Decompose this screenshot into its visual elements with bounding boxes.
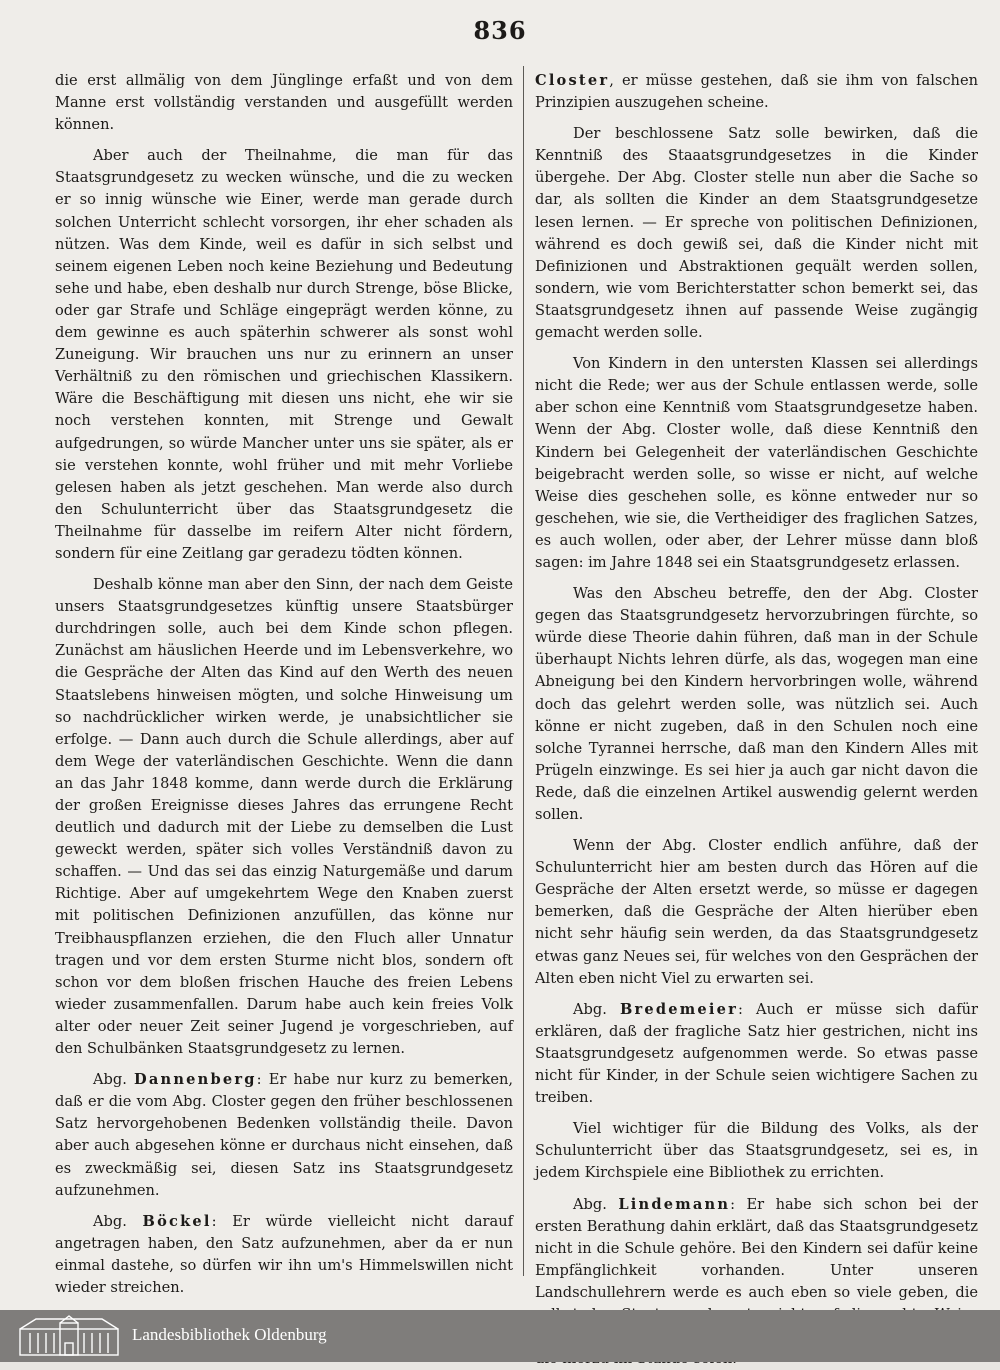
right-column <box>535 70 978 1300</box>
speaker-prefix: Abg. <box>93 1071 127 1088</box>
speaker-prefix: Abg. <box>573 1196 607 1213</box>
speaker-name: Dannenberg <box>134 1071 257 1088</box>
speaker-name: Böckel <box>143 1213 212 1230</box>
paragraph <box>535 70 978 114</box>
library-name: Landesbibliothek Oldenburg <box>132 1325 327 1345</box>
paragraph-text: , er müsse gestehen, daß sie ihm von falschen Prinzipien auszugehen scheine. <box>535 72 978 111</box>
paragraph-text: : Er habe nur kurz zu bemerken, daß er die vom Abg. Closter gegen den früher beschlossenen Satz hervorgehobenen Bedenken vollständig theile. Davon aber auch abgesehen könne er durchaus nicht einsehen, daß es zweckmäßig sei, diesen Satz ins Staatsgrundgesetz aufzunehmen. <box>55 1071 513 1198</box>
paragraph: Der beschlossene Satz solle bewirken, daß die Kenntniß des Staaatsgrundgesetzes in die Kinder übergehe. Der Abg. Closter stelle nun aber die Sache so dar, als sollten die Kinder an dem Staatsgrundgesetze lesen lernen. — Er spreche von politischen Definizionen, während es doch gewiß sei, daß die Kinder nicht mit Definizionen und Abstraktionen gequält werden sollen, sondern, wie vom Berichterstatter schon bemerkt sei, das Staatsgrundgesetz ihnen auf passende Weise zugängig gemacht werden solle. <box>535 123 978 344</box>
speaker-prefix: Abg. <box>93 1213 127 1230</box>
paragraph <box>55 1069 513 1202</box>
library-footer <box>0 1310 1000 1362</box>
page-number: 836 <box>0 16 1000 45</box>
paragraph <box>55 1211 513 1299</box>
paragraph: Von Kindern in den untersten Klassen sei allerdings nicht die Rede; wer aus der Schule entlassen werde, solle aber schon eine Kenntniß vom Staatsgrundgesetze haben. Wenn der Abg. Closter wolle, daß diese Kenntniß den Kindern bei Gelegenheit der vaterländischen Geschichte beigebracht werden solle, so wisse er nicht, auf welche Weise dies geschehen solle, es könne entweder nur so geschehen, wie sie, die Vertheidiger des fraglichen Satzes, es auch wollen, oder aber, der Lehrer müsse dann bloß sagen: im Jahre 1848 sei ein Staatsgrundgesetz erlassen. <box>535 353 978 574</box>
speaker-name: Bredemeier <box>620 1001 738 1018</box>
paragraph-text: : Auch er müsse sich dafür erklären, daß der fragliche Satz hier gestrichen, nicht ins Staatsgrundgesetz aufgenommen werde. So etwas passe nicht für Kinder, in der Schule seien wichtigere Sachen zu treiben. <box>535 1001 978 1106</box>
paragraph: die erst allmälig von dem Jünglinge erfaßt und von dem Manne erst vollständig verstanden und ausgefüllt werden können. <box>55 70 513 136</box>
speaker-name: Lindemann <box>618 1196 730 1213</box>
speaker-name: Closter <box>535 72 609 89</box>
library-building-icon <box>16 1315 122 1357</box>
left-column <box>55 70 513 1300</box>
paragraph: Viel wichtiger für die Bildung des Volks, als der Schulunterricht über das Staatsgrundgesetz, sei es, in jedem Kirchspiele eine Bibliothek zu errichten. <box>535 1118 978 1184</box>
paragraph <box>535 999 978 1109</box>
speaker-prefix: Abg. <box>573 1001 607 1018</box>
paragraph: Deshalb könne man aber den Sinn, der nach dem Geiste unsers Staatsgrundgesetzes künftig unsere Staatsbürger durchdringen solle, auch bei dem Kinde schon pflegen. Zunächst am häuslichen Heerde und im Lebensverkehre, wo die Gespräche der Alten das Kind auf den Werth des neuen Staatslebens hinweisen mögten, und solche Hinweisung um so nachdrücklicher wirken werde, je unabsichtlicher sie erfolge. — Dann auch durch die Schule allerdings, aber auf dem Wege der vaterländischen Geschichte. Wenn die dann an das Jahr 1848 komme, dann werde durch die Erklärung der großen Ereignisse dieses Jahres das errungene Recht deutlich und dadurch mit der Liebe zu demselben die Lust geweckt werden, später sich volles Verständniß davon zu schaffen. — Und das sei das einzig Naturgemäße und darum Richtige. Aber auf umgekehrtem Wege den Knaben zuerst mit politischen Definizionen anzufüllen, das könne nur Treibhauspflanzen erziehen, die den Fluch aller Unnatur tragen und vor dem ersten Sturme nicht blos, sondern oft schon vor dem bloßen frischen Hauche des freien Lebens wieder zusammenfallen. Darum habe auch kein freies Volk alter oder neuer Zeit seiner Jugend je vorgeschrieben, auf den Schulbänken Staatsgrundgesetz zu lernen. <box>55 574 513 1060</box>
paragraph: Aber auch der Theilnahme, die man für das Staatsgrundgesetz zu wecken wünsche, und die zu wecken er so innig wünsche wie Einer, werde man gerade durch solchen Unterricht schlecht vorsorgen, ihr eher schaden als nützen. Was dem Kinde, weil es dafür in sich selbst und seinem eigenen Leben noch keine Beziehung und Bedeutung sehe und habe, eben deshalb nur durch Strenge, böse Blicke, oder gar Strafe und Schläge eingeprägt werden könne, zu dem gewinne es auch späterhin schwerer als sonst wohl Zuneigung. Wir brauchen uns nur zu erinnern an unser Verhältniß zu den römischen und griechischen Klassikern. Wäre die Beschäftigung mit diesen uns nicht, ehe wir sie noch verstehen konnten, mit Strenge und Gewalt aufgedrungen, so würde Mancher unter uns sie später, als er sie verstehen konnte, wohl früher und mit mehr Vorliebe gelesen haben als jetzt geschehen. Man werde also durch den Schulunterricht über das Staatsgrundgesetz die Theilnahme für dasselbe im reifern Alter nicht fördern, sondern für eine Zeitlang gar geradezu tödten können. <box>55 145 513 565</box>
paragraph: Wenn der Abg. Closter endlich anführe, daß der Schulunterricht hier am besten durch das Hören auf die Gespräche der Alten ersetzt werde, so müsse er dagegen bemerken, daß die Gespräche der Alten hierüber eben nicht sehr häufig sein werden, da das Staatsgrundgesetz etwas ganz Neues sei, für welches von den Gesprächen der Alten eben nicht Viel zu erwarten sei. <box>535 835 978 990</box>
paragraph: Was den Abscheu betreffe, den der Abg. Closter gegen das Staatsgrundgesetz hervorzubringen fürchte, so würde diese Theorie dahin führen, daß man in der Schule überhaupt Nichts lehren dürfe, als das, wogegen man eine Abneigung bei den Kindern hervorbringen wolle, während doch das gelehrt werden solle, was nützlich sei. Auch könne er nicht zugeben, daß in den Schulen noch eine solche Tyrannei herrsche, daß man den Kindern Alles mit Prügeln einzwinge. Es sei hier ja auch gar nicht davon die Rede, daß die einzelnen Artikel auswendig gelernt werden sollen. <box>535 583 978 826</box>
column-divider <box>523 66 524 1276</box>
paragraph-text: : Er habe sich schon bei der ersten Berathung dahin erklärt, daß das Staatsgrundgesetz nicht in die Schule gehöre. Bei den Kindern sei dafür keine Empfänglichkeit vorhanden. Unter unseren Landschullehrern werde es auch eben so viele geben, die <box>535 1196 978 1368</box>
paragraph-text: : Er würde vielleicht nicht darauf angetragen haben, den Satz aufzunehmen, aber da er nun einmal dastehe, so dürfen wir ihn um's Himmelswillen nicht wieder streichen. <box>55 1213 513 1296</box>
